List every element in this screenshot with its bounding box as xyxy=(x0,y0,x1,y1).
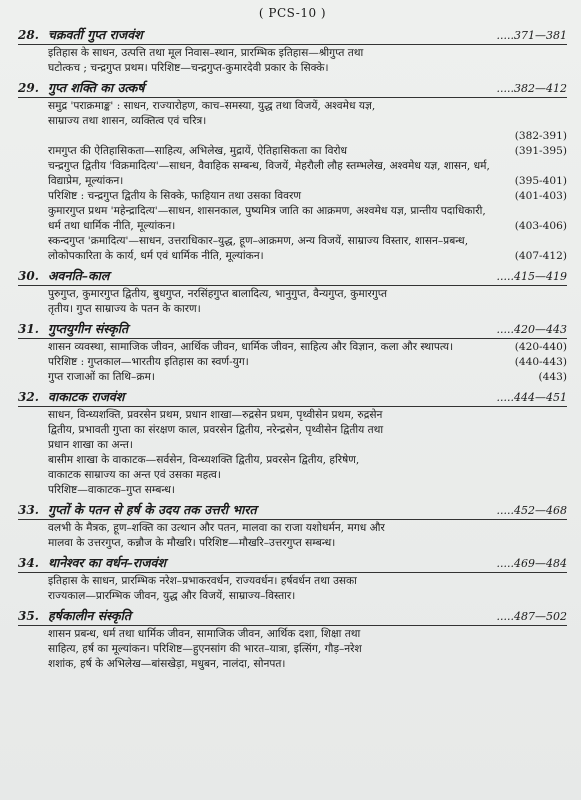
subtopic-text: गुप्त राजाओं का तिथि–क्रम। xyxy=(48,371,155,383)
chapter-text-line: इतिहास के साधन, प्रारम्भिक नरेश–प्रभाकरवर्धन, राज्यवर्धन। हर्षवर्धन तथा उसका xyxy=(48,575,357,587)
subtopic-entry xyxy=(18,159,567,189)
chapter-text-line: घटोत्कच ; चन्द्रगुप्त प्रथम। परिशिष्ट—चन्द्रगुप्त-कुमारदेवी प्रकार के सिक्के। xyxy=(48,62,329,74)
chapter-number: 35. xyxy=(18,609,39,623)
chapter-title: चक्रवर्ती गुप्त राजवंश xyxy=(48,27,143,42)
chapter-number: 33. xyxy=(18,503,39,517)
subtopic-text: स्कन्दगुप्त 'क्रमादित्य'—साधन, उत्तराधिकार–युद्ध, हूण–आक्रमण, अन्य विजयें, साम्राज्य विस्तार, शासन–प्रबन्ध, लोकोपकारिता के कार्य, धर्म एवं धार्मिक नीति, मूल्यांकन। xyxy=(48,235,469,262)
subtopic-page-range: (395-401) xyxy=(514,175,567,187)
subtopic-page-range: (391-395) xyxy=(514,145,567,157)
chapter-heading xyxy=(18,79,567,98)
subtopic-entry xyxy=(18,234,567,264)
subtopic-text: परिशिष्ट : गुप्तकाल—भारतीय इतिहास का स्वर्ण-युग। xyxy=(48,356,249,368)
subtopic-entry xyxy=(18,340,567,355)
chapter-number: 32. xyxy=(18,390,39,404)
chapter-text-line: द्वितीय, प्रभावती गुप्ता का संरक्षण काल, प्रवरसेन द्वितीय, नरेन्द्रसेन, पृथ्वीसेन द्वितीय तथा xyxy=(48,424,384,436)
table-of-contents xyxy=(18,26,567,672)
chapter-text-line: साधन, विन्ध्यशक्ति, प्रवरसेन प्रथम, प्रधान शाखा—रुद्रसेन प्रथम, पृथ्वीसेन प्रथम, रुद्रसेन xyxy=(48,409,383,421)
subtopic-entry xyxy=(18,144,567,159)
chapter-text-line: वाकाटक साम्राज्य का अन्त एवं उसका महत्व। xyxy=(48,469,221,481)
subtopic-page-range: (443) xyxy=(538,371,567,383)
chapter-section xyxy=(18,267,567,317)
chapter-page-range: .....452—468 xyxy=(496,504,567,517)
chapter-title: वाकाटक राजवंश xyxy=(48,389,125,404)
chapter-text-line: साहित्य, हर्ष का मूल्यांकन। परिशिष्ट—हुएनसांग की भारत–यात्रा, इत्सिंग, गौड़–नरेश xyxy=(48,643,362,655)
subtopic-entry xyxy=(18,204,567,234)
chapter-section xyxy=(18,607,567,672)
subtopic-text xyxy=(48,129,503,144)
chapter-number: 28. xyxy=(18,28,39,42)
chapter-text-line: परिशिष्ट—वाकाटक–गुप्त सम्बन्ध। xyxy=(48,484,175,496)
chapter-page-range: .....469—484 xyxy=(496,557,567,570)
subtopic-text: शासन व्यवस्था, सामाजिक जीवन, आर्थिक जीवन, धार्मिक जीवन, साहित्य और विज्ञान, कला और स्थापत्य। xyxy=(48,341,454,353)
chapter-number: 31. xyxy=(18,322,39,336)
subtopic-page-range: (401-403) xyxy=(514,190,567,202)
chapter-page-range: .....415—419 xyxy=(496,270,567,283)
subtopic-text: परिशिष्ट : चन्द्रगुप्त द्वितीय के सिक्के, फाहियान तथा उसका विवरण xyxy=(48,190,302,202)
chapter-page-range: .....382—412 xyxy=(496,82,567,95)
chapter-heading xyxy=(18,388,567,407)
page-header: ( PCS-10 ) xyxy=(258,6,327,20)
chapter-text-line: पुरुगुप्त, कुमारगुप्त द्वितीय, बुधगुप्त, नरसिंहगुप्त बालादित्य, भानुगुप्त, वैन्यगुप्त, कुमारगुप्त xyxy=(48,288,388,300)
chapter-text-line: तृतीय। गुप्त साम्राज्य के पतन के कारण। xyxy=(48,303,201,315)
subtopic-text: रामगुप्त की ऐतिहासिकता—साहित्य, अभिलेख, मुद्रायें, ऐतिहासिकता का विरोध xyxy=(48,145,348,157)
chapter-section xyxy=(18,388,567,498)
chapter-page-range: .....487—502 xyxy=(496,610,567,623)
chapter-title: अवनति–काल xyxy=(48,268,110,283)
subtopic-page-range: (440-443) xyxy=(514,356,567,368)
chapter-section xyxy=(18,79,567,264)
chapter-title: गुप्तयुगीन संस्कृति xyxy=(48,321,129,336)
subtopic-entry xyxy=(18,370,567,385)
subtopic-entry xyxy=(18,129,567,144)
subtopic-page-range: (403-406) xyxy=(514,220,567,232)
chapter-text-line: समुद्र 'पराक्रमाङ्क' : साधन, राज्यारोहण, काच–समस्या, युद्ध तथा विजयें, अश्वमेध यज्ञ, xyxy=(48,100,376,112)
chapter-section xyxy=(18,554,567,604)
subtopic-text: कुमारगुप्त प्रथम 'महेन्द्रादित्य'—साधन, शासनकाल, पुष्यमित्र जाति का आक्रमण, अश्वमेध यज्ञ, प्रान्तीय पदाधिकारी, धर्म तथा धार्मिक नीति, मूल्यांकन। xyxy=(48,205,486,232)
subtopic-page-range: (420-440) xyxy=(514,341,567,353)
subtopic-text: चन्द्रगुप्त द्वितीय 'विक्रमादित्य'—साधन, वैवाहिक सम्बन्ध, विजयें, मेहरौली लौह स्तम्भलेख, अश्वमेध यज्ञ, शासन, धर्म, विद्याप्रेम, मूल्यांकन। xyxy=(48,160,490,187)
chapter-number: 34. xyxy=(18,556,39,570)
chapter-section xyxy=(18,26,567,76)
chapter-text-line: मालवा के उत्तरगुप्त, कन्नौज के मौखरि। परिशिष्ट—मौखरि–उत्तरगुप्त सम्बन्ध। xyxy=(48,537,336,549)
chapter-section xyxy=(18,320,567,385)
chapter-heading xyxy=(18,320,567,339)
chapter-text-line: बासीम शाखा के वाकाटक—सर्वसेन, विन्ध्यशक्ति द्वितीय, प्रवरसेन द्वितीय, हरिषेण, xyxy=(48,454,360,466)
chapter-text-line: शशांक, हर्ष के अभिलेख—बांसखेड़ा, मधुबन, नालंदा, सोनपत। xyxy=(48,658,286,670)
chapter-title: हर्षकालीन संस्कृति xyxy=(48,608,131,623)
chapter-heading xyxy=(18,554,567,573)
chapter-page-range: .....371—381 xyxy=(496,29,567,42)
chapter-text-line: इतिहास के साधन, उत्पत्ति तथा मूल निवास–स्थान, प्रारम्भिक इतिहास—श्रीगुप्त तथा xyxy=(48,47,364,59)
chapter-text-line: वलभी के मैत्रक, हूण–शक्ति का उत्थान और पतन, मालवा का राजा यशोधर्मन, मगध और xyxy=(48,522,385,534)
chapter-text-line: प्रधान शाखा का अन्त। xyxy=(48,439,133,451)
chapter-text-line: राज्यकाल—प्रारम्भिक जीवन, युद्ध और विजयें, साम्राज्य–विस्तार। xyxy=(48,590,296,602)
chapter-text-line: साम्राज्य तथा शासन, व्यक्तित्व एवं चरित्र। xyxy=(48,115,207,127)
chapter-page-range: .....444—451 xyxy=(496,391,567,404)
chapter-section xyxy=(18,501,567,551)
chapter-title: गुप्तों के पतन से हर्ष के उदय तक उत्तरी भारत xyxy=(48,502,257,517)
chapter-heading xyxy=(18,607,567,626)
subtopic-page-range: (382-391) xyxy=(514,130,567,142)
chapter-title: थानेश्वर का वर्धन–राजवंश xyxy=(48,555,166,570)
chapter-page-range: .....420—443 xyxy=(496,323,567,336)
chapter-heading xyxy=(18,26,567,45)
subtopic-entry xyxy=(18,355,567,370)
chapter-heading xyxy=(18,501,567,520)
chapter-title: गुप्त शक्ति का उत्कर्ष xyxy=(48,80,145,95)
chapter-text-line: शासन प्रबन्ध, धर्म तथा धार्मिक जीवन, सामाजिक जीवन, आर्थिक दशा, शिक्षा तथा xyxy=(48,628,361,640)
chapter-number: 30. xyxy=(18,269,39,283)
subtopic-entry xyxy=(18,189,567,204)
chapter-number: 29. xyxy=(18,81,39,95)
subtopic-page-range: (407-412) xyxy=(514,250,567,262)
chapter-heading xyxy=(18,267,567,286)
